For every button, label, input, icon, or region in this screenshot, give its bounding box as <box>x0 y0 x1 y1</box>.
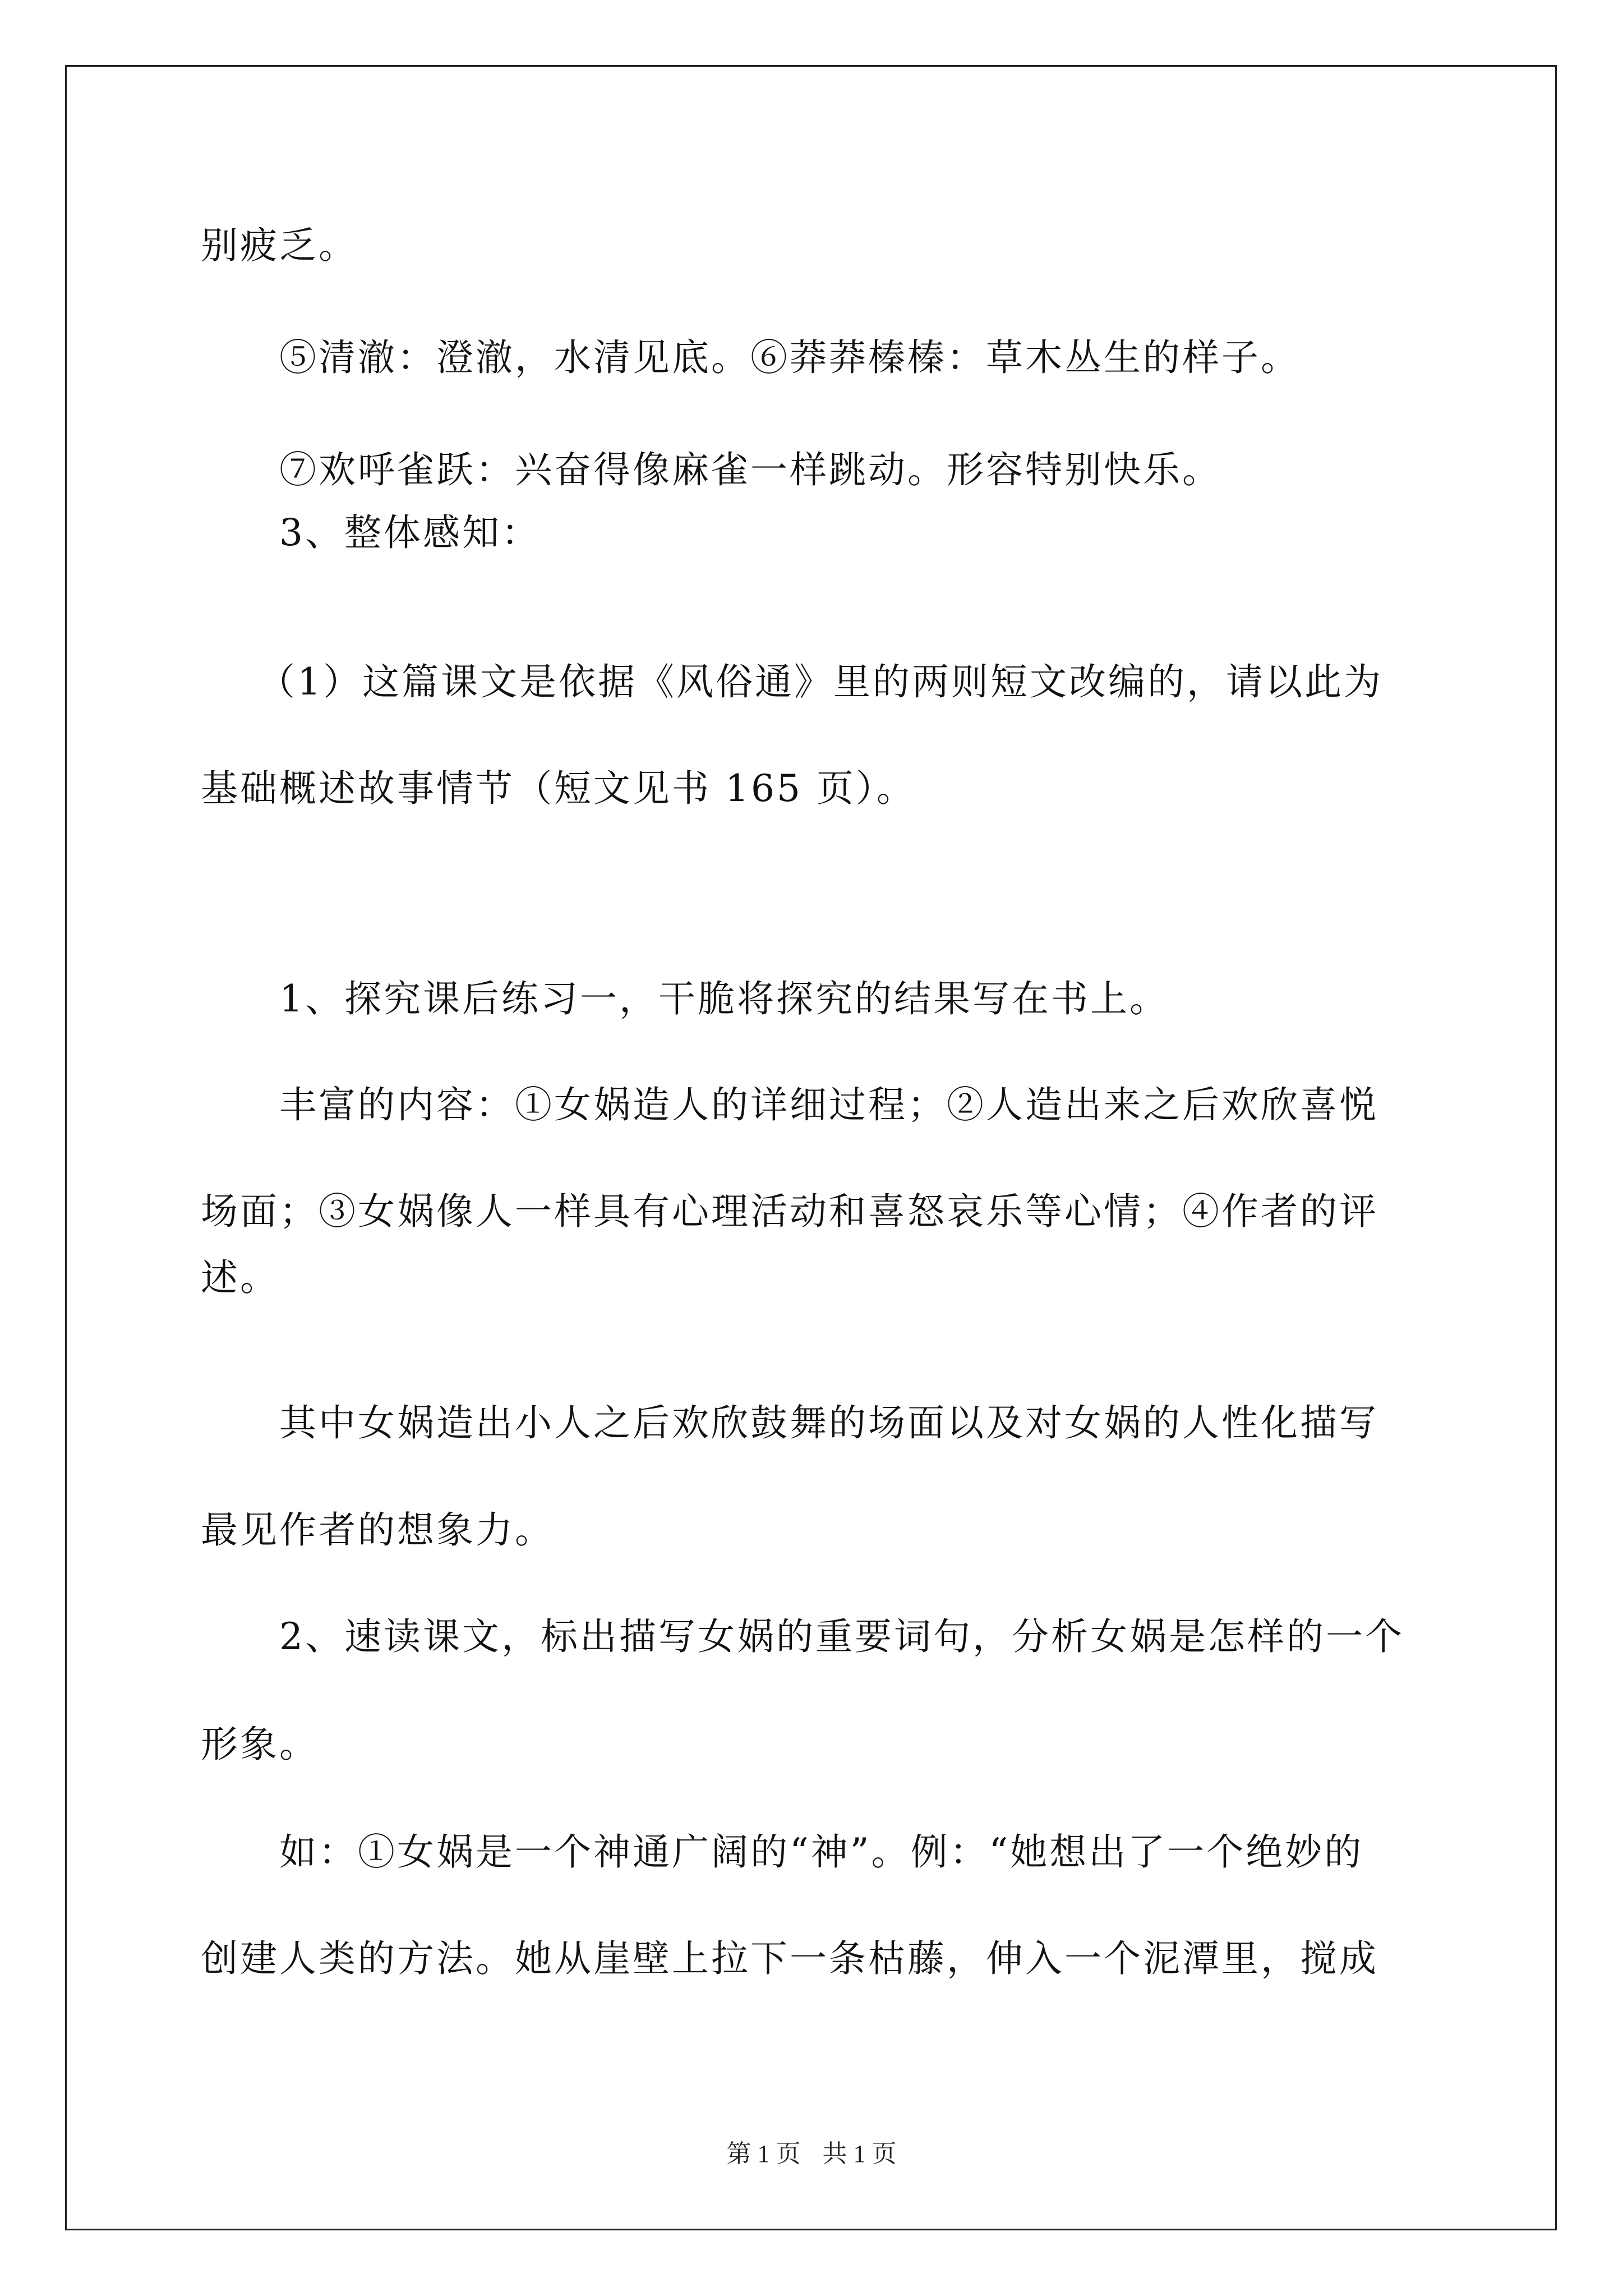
page-border <box>65 65 1557 2230</box>
section-heading-3: 3、整体感知： <box>279 511 541 554</box>
text-line-12: 最见作者的想象力。 <box>201 1508 554 1552</box>
text-line-14: 形象。 <box>201 1723 319 1766</box>
page-number: 第 1 页 <box>726 2140 801 2168</box>
page-total: 共 1 页 <box>822 2140 897 2168</box>
text-line-11: 其中女娲造出小人之后欢欣鼓舞的场面以及对女娲的人性化描写 <box>279 1401 1378 1444</box>
text-line-15: 如：①女娲是一个神通广阔的“神”。例：“她想出了一个绝妙的 <box>279 1830 1364 1874</box>
text-line-6: 基础概述故事情节（短文见书 165 页）。 <box>201 767 916 810</box>
text-line-2: ⑤清澈：澄澈，水清见底。⑥莽莽榛榛：草木丛生的样子。 <box>279 336 1300 379</box>
page-footer <box>0 2138 1623 2170</box>
text-line-8: 丰富的内容：①女娲造人的详细过程；②人造出来之后欢欣喜悦 <box>279 1083 1378 1126</box>
text-line-3: ⑦欢呼雀跃：兴奋得像麻雀一样跳动。形容特别快乐。 <box>279 448 1221 491</box>
text-line-10: 述。 <box>201 1256 279 1299</box>
text-line-1: 别疲乏。 <box>201 224 358 267</box>
text-line-7: 1、探究课后练习一，干脆将探究的结果写在书上。 <box>279 977 1169 1020</box>
text-line-9: 场面；③女娲像人一样具有心理活动和喜怒哀乐等心情；④作者的评 <box>201 1190 1378 1233</box>
text-line-13: 2、速读课文，标出描写女娲的重要词句，分析女娲是怎样的一个 <box>279 1615 1404 1658</box>
text-line-16: 创建人类的方法。她从崖壁上拉下一条枯藤，伸入一个泥潭里，搅成 <box>201 1937 1378 1980</box>
text-line-5: （1）这篇课文是依据《风俗通》里的两则短文改编的，请以此为 <box>258 660 1383 703</box>
